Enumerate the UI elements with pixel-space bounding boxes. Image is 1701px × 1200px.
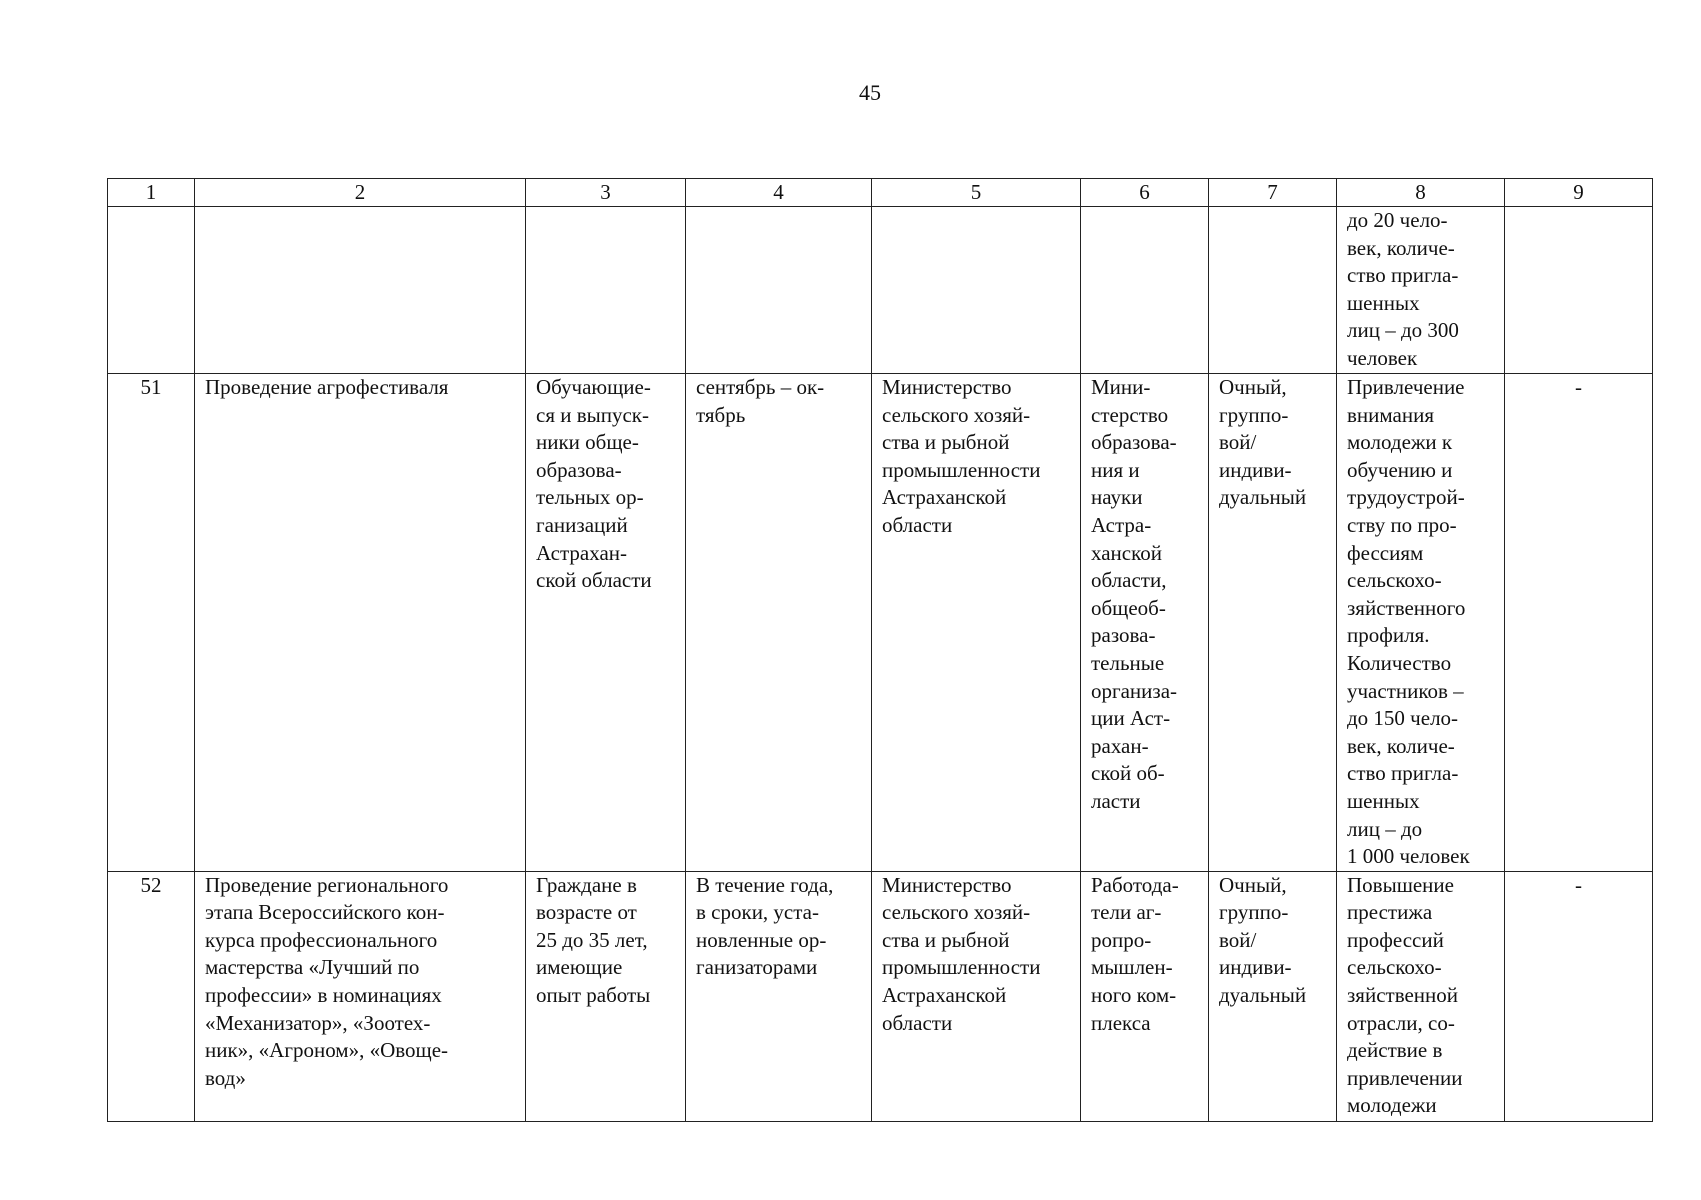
- cell-format: Очный, группо- вой/ индиви- дуальный: [1209, 871, 1337, 1121]
- column-number: 2: [195, 179, 526, 207]
- cell-number: 51: [108, 374, 195, 872]
- column-number: 7: [1209, 179, 1337, 207]
- cell-responsible: Министерство сельского хозяй- ства и рыбной промышленности Астраханской области: [872, 871, 1081, 1121]
- cell-result: Привлечение внимания молодежи к обучению и трудоустрой- ству по про- фессиям сельскохо- зяйственного профиля. Количество участников – до 150 чело- век, количе- ство пригла- шенных лиц – до 1 000 человек: [1337, 374, 1505, 872]
- cell-result: Повышение престижа профессий сельскохо- зяйственной отрасли, со- действие в привлечении молодежи: [1337, 871, 1505, 1121]
- cell-empty: [686, 207, 872, 374]
- cell-participants: Граждане в возрасте от 25 до 35 лет, имеющие опыт работы: [526, 871, 686, 1121]
- column-number-row: [108, 179, 1653, 207]
- column-number: 9: [1505, 179, 1653, 207]
- column-number: 4: [686, 179, 872, 207]
- cell-empty: [1505, 207, 1653, 374]
- cell-event: Проведение регионального этапа Всероссийского кон- курса профессионального мастерства «Лучший по профессии» в номинациях «Механизатор», «Зоотех- ник», «Агроном», «Овоще- вод»: [195, 871, 526, 1121]
- cell-note: -: [1505, 871, 1653, 1121]
- cell-format: Очный, группо- вой/ индиви- дуальный: [1209, 374, 1337, 872]
- cell-responsible: Министерство сельского хозяй- ства и рыбной промышленности Астраханской области: [872, 374, 1081, 872]
- cell-empty: [108, 207, 195, 374]
- column-number: 1: [108, 179, 195, 207]
- cell-participants: Обучающие- ся и выпуск- ники обще- образова- тельных ор- ганизаций Астрахан- ской области: [526, 374, 686, 872]
- column-number: 8: [1337, 179, 1505, 207]
- table-row: [108, 871, 1653, 1121]
- cell-period: В течение года, в сроки, уста- новленные ор- ганизаторами: [686, 871, 872, 1121]
- cell-empty: [195, 207, 526, 374]
- cell-note: -: [1505, 374, 1653, 872]
- measures-table: [107, 178, 1653, 1122]
- cell-period: сентябрь – ок- тябрь: [686, 374, 872, 872]
- column-number: 3: [526, 179, 686, 207]
- cell-empty: [1209, 207, 1337, 374]
- cell-partners: Работода- тели аг- ропро- мышлен- ного ком- плекса: [1081, 871, 1209, 1121]
- table-row-continuation: [108, 207, 1653, 374]
- cell-partners: Мини- стерство образова- ния и науки Астра- ханской области, общеоб- разова- тельные организа- ции Аст- рахан- ской об- ласти: [1081, 374, 1209, 872]
- cell-empty: [872, 207, 1081, 374]
- page-number: 45: [859, 80, 881, 105]
- table-row: [108, 374, 1653, 872]
- column-number: 6: [1081, 179, 1209, 207]
- cell-empty: [1081, 207, 1209, 374]
- cell-result: до 20 чело- век, количе- ство пригла- шенных лиц – до 300 человек: [1337, 207, 1505, 374]
- cell-empty: [526, 207, 686, 374]
- cell-event: Проведение агрофестиваля: [195, 374, 526, 872]
- cell-number: 52: [108, 871, 195, 1121]
- column-number: 5: [872, 179, 1081, 207]
